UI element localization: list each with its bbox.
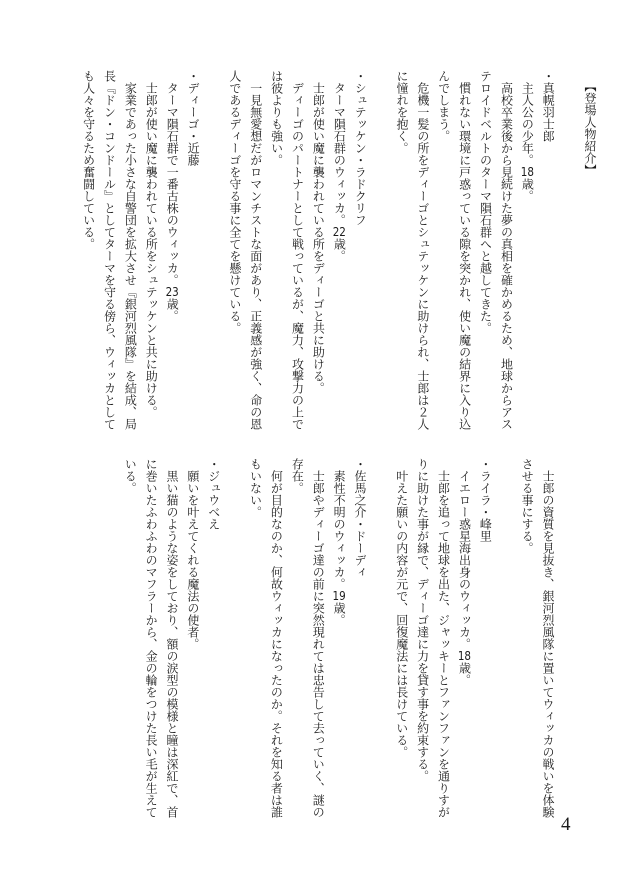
description-line: もいない。 [248,458,263,518]
page-number: 4 [561,814,571,835]
description-line: テロイドベルトのターマ隕石群へと越してきた。 [478,70,493,334]
description-line: 高校卒業後から見続けた夢の真相を確かめるため、地球からアス [499,82,514,430]
blank-column [370,458,391,818]
description-line: に巻いたふわふわのマフラーから、金の輪をつけた長い毛が生えて [144,458,159,818]
description-line: 士郎を追って地球を出た、ジャッキーとファンファンを通りすが [436,470,451,818]
description-line: 存在。 [290,458,305,494]
description-line: させる事にする。 [520,458,535,554]
character-name-shiro: ・真幌羽士郎 [541,70,556,142]
lower-tier [119,458,558,818]
blank-column [495,458,516,818]
description-line: 一見無愛想だがロマンチストな面があり、正義感が強く、命の恩 [248,82,263,430]
description-line: 慣れない環境に戸惑っている隙を突かれ、使い魔の結界に入り込 [457,82,472,430]
description-line: 士郎が使い魔に襲われている所をシュテッケンと共に助ける。 [144,82,159,418]
description-line: 家業であった小さな自警団を拡大させ『銀河烈風隊』を結成、局 [123,82,138,430]
blank-column [224,458,245,818]
description-line: 士郎が使い魔に襲われている所をディーゴと共に助ける。 [311,82,326,394]
character-name-shutekken: ・シュテッケン・ラドクリフ [353,70,368,226]
description-line: 危機一髪の所をディーゴとシュテッケンに助けられ、士郎は２人 [415,82,430,430]
description-line: ターマ隕石群のウィッカ。22歳。 [332,82,347,262]
blank-column [370,70,391,430]
description-line: 人であるディーゴを守る事に全てを懸けている。 [227,70,242,334]
character-name-sanosuke: ・佐馬之介・ドーディ [352,458,367,578]
blank-column [558,70,579,430]
description-line: ターマ隕石群で一番古株のウィッカ。23歳。 [165,82,180,322]
description-line: 長『ドン・コンドール』としてターマを守る傍ら、ウィッカとして [102,70,117,430]
description-line: 士郎やディーゴ達の前に突然現れては忠告して去っていく、謎の [311,470,326,818]
description-line: んでしまう。 [436,70,451,142]
description-line: に憧れを抱く。 [394,70,409,154]
description-line: 士郎の資質を見抜き、銀河烈風隊に置いてウィッカの戦いを体験 [541,470,555,818]
blank-column [203,70,224,430]
character-name-raira: ・ライラ・峰里 [478,458,493,542]
description-line: も人々を守るため奮闘している。 [81,70,96,250]
description-line: 願いを叶えてくれる魔法の使者。 [185,470,200,650]
description-line: は彼よりも強い。 [269,70,284,166]
description-line: りに助けた事が縁で、ディーゴ達に力を貸す事を約束する。 [415,458,430,782]
character-name-diego: ・ディーゴ・近藤 [186,70,201,166]
description-line: イエロー惑星海出身のウィッカ。18歳。 [457,470,472,686]
description-line: 主人公の少年。18歳。 [520,82,535,202]
description-line: ディーゴのパートナーとして戦っているが、魔力、攻撃力の上で [290,82,305,430]
description-line: 叶えた願いの内容が元で、回復魔法には長けている。 [394,470,409,758]
description-line: 素性不明のウィッカ。19歳。 [332,470,347,626]
description-line: 黒い猫のような姿をしており、額の涙型の模様と瞳は深紅で、首 [164,470,179,818]
upper-tier [78,70,600,430]
character-name-juube: ・ジュウべえ [206,458,221,530]
description-line: 何が目的なのか、何故ウィッカになったのか。それを知る者は誰 [269,470,284,818]
description-line: いる。 [123,458,138,494]
section-title: 【登場人物紹介】 [583,80,597,176]
